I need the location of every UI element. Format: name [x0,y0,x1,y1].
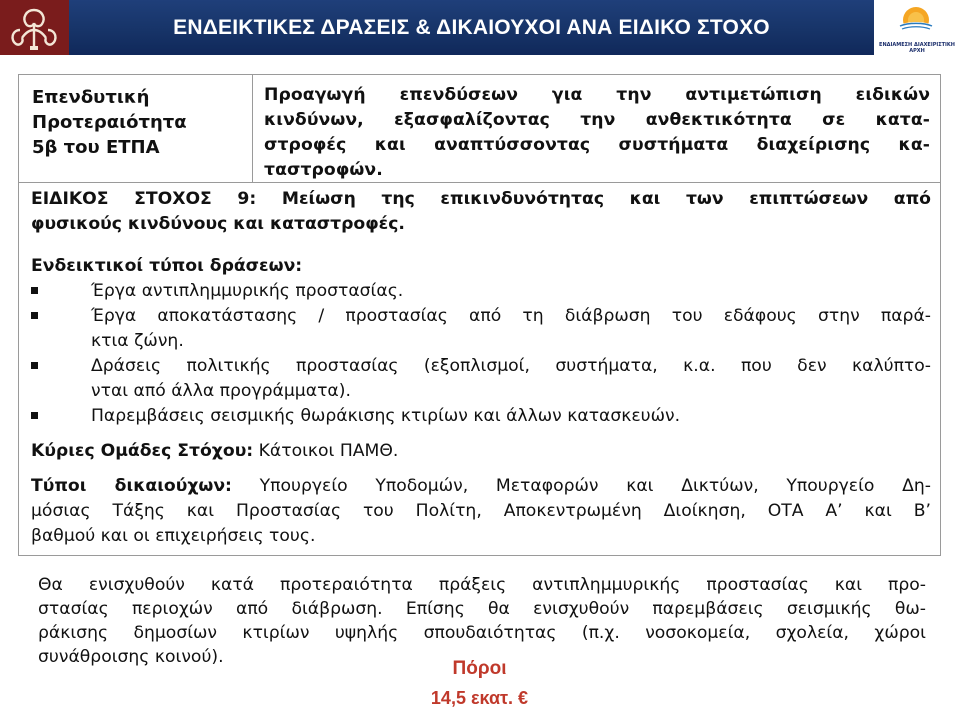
beneficiaries-label: Τύποι δικαιούχων: [31,476,232,496]
action-item [31,304,931,354]
priority-text-line: κινδύνων, εξασφαλίζοντας την ανθεκτικότητα σε κατα- [264,110,930,130]
managing-authority-logo [874,0,959,56]
priority-text-line: ταστροφών. [264,160,383,180]
priority-label-cell [19,75,253,183]
paragraph-line: Θα ενισχυθούν κατά προτεραιότητα πράξεις αντιπλημμυρικής προστασίας και προ- [38,575,926,595]
priority-text-line: Προαγωγή επενδύσεων για την αντιμετώπιση ειδικών [264,85,930,105]
priority-text-cell [253,75,940,183]
target-groups [31,439,931,464]
action-text: Δράσεις πολιτικής προστασίας (εξοπλισμοί, συστήματα, κ.α. που δεν καλύπτο- [91,356,931,376]
priority-label-line: Προτεραιότητα [32,112,187,133]
logo-caption: ΕΝΔΙΑΜΕΣΗ ΔΙΑΧΕΙΡΙΣΤΙΚΗ ΑΡΧΗ [879,42,955,54]
bullet-icon [31,312,38,319]
priority-row [19,75,940,183]
target-groups-value: Κάτοικοι ΠΑΜΘ. [253,441,399,461]
priority-table [18,74,941,556]
beneficiaries-line: μόσιας Τάξης και Προστασίας του Πολίτη, Αποκεντρωμένη Διοίκηση, ΟΤΑ Α’ και Β’ [31,501,931,521]
page-title: ΕΝΔΕΙΚΤΙΚΕΣ ΔΡΑΣΕΙΣ & ΔΙΚΑΙΟΥΧΟΙ ΑΝΑ ΕΙΔΙΚΟ ΣΤΟΧΟ [173,15,770,39]
priority-paragraph [38,573,926,669]
beneficiaries-line: βαθμού και οι επιχειρήσεις τους. [31,526,316,546]
action-item [31,354,931,404]
paragraph-line: συνάθροισης κοινού). [38,647,224,667]
bullet-icon [31,412,38,419]
paragraph-line: ράκισης δημοσίων κτιρίων υψηλής σπουδαιότητας (π.χ. νοσοκομεία, σχολεία, χώροι [38,623,926,643]
beneficiaries-line [31,474,931,499]
actions-heading: Ενδεικτικοί τύποι δράσεων: [31,256,303,276]
action-text: Παρεμβάσεις σεισμικής θωράκισης κτιρίων και άλλων κατασκευών. [91,406,681,426]
specific-goal-line: ΕΙΔΙΚΟΣ ΣΤΟΧΟΣ 9: Μείωση της επικινδυνότητας και των επιπτώσεων από [31,189,931,209]
specific-goal-section [31,183,931,549]
action-text: κτια ζώνη. [91,331,184,351]
action-text: νται από άλλα προγράμματα). [91,381,351,401]
resources-amount: 14,5 εκατ. € [430,688,529,708]
paragraph-line: στασίας περιοχών από διάβρωση. Επίσης θα ενισχυθούν παρεμβάσεις σεισμικής θω- [38,599,926,619]
sun-logo-icon [898,5,934,35]
priority-label-line: 5β του ΕΤΠΑ [32,137,160,158]
beneficiaries [31,474,931,549]
priority-label-line: Επενδυτική [32,87,150,108]
action-item [31,404,931,429]
specific-goal-line: φυσικούς κινδύνους και καταστροφές. [31,214,405,234]
region-logo [0,0,69,55]
action-text: Έργα αντιπλημμυρικής προστασίας. [91,281,404,301]
header [0,0,959,56]
action-item [31,279,931,304]
title-bar [69,0,874,55]
bullet-icon [31,362,38,369]
action-text: Έργα αποκατάστασης / προστασίας από τη διάβρωση του εδάφους στην παρά- [91,306,931,326]
priority-text-line: στροφές και αναπτύσσοντας συστήματα διαχείρισης κα- [264,135,930,155]
target-groups-label: Κύριες Ομάδες Στόχου: [31,441,254,461]
ornament-logo-icon [0,0,69,55]
bullet-icon [31,287,38,294]
beneficiaries-text: Υπουργείο Υποδομών, Μεταφορών και Δικτύων, Υπουργείο Δη- [231,476,932,496]
resources-label: Πόροι [452,658,507,679]
